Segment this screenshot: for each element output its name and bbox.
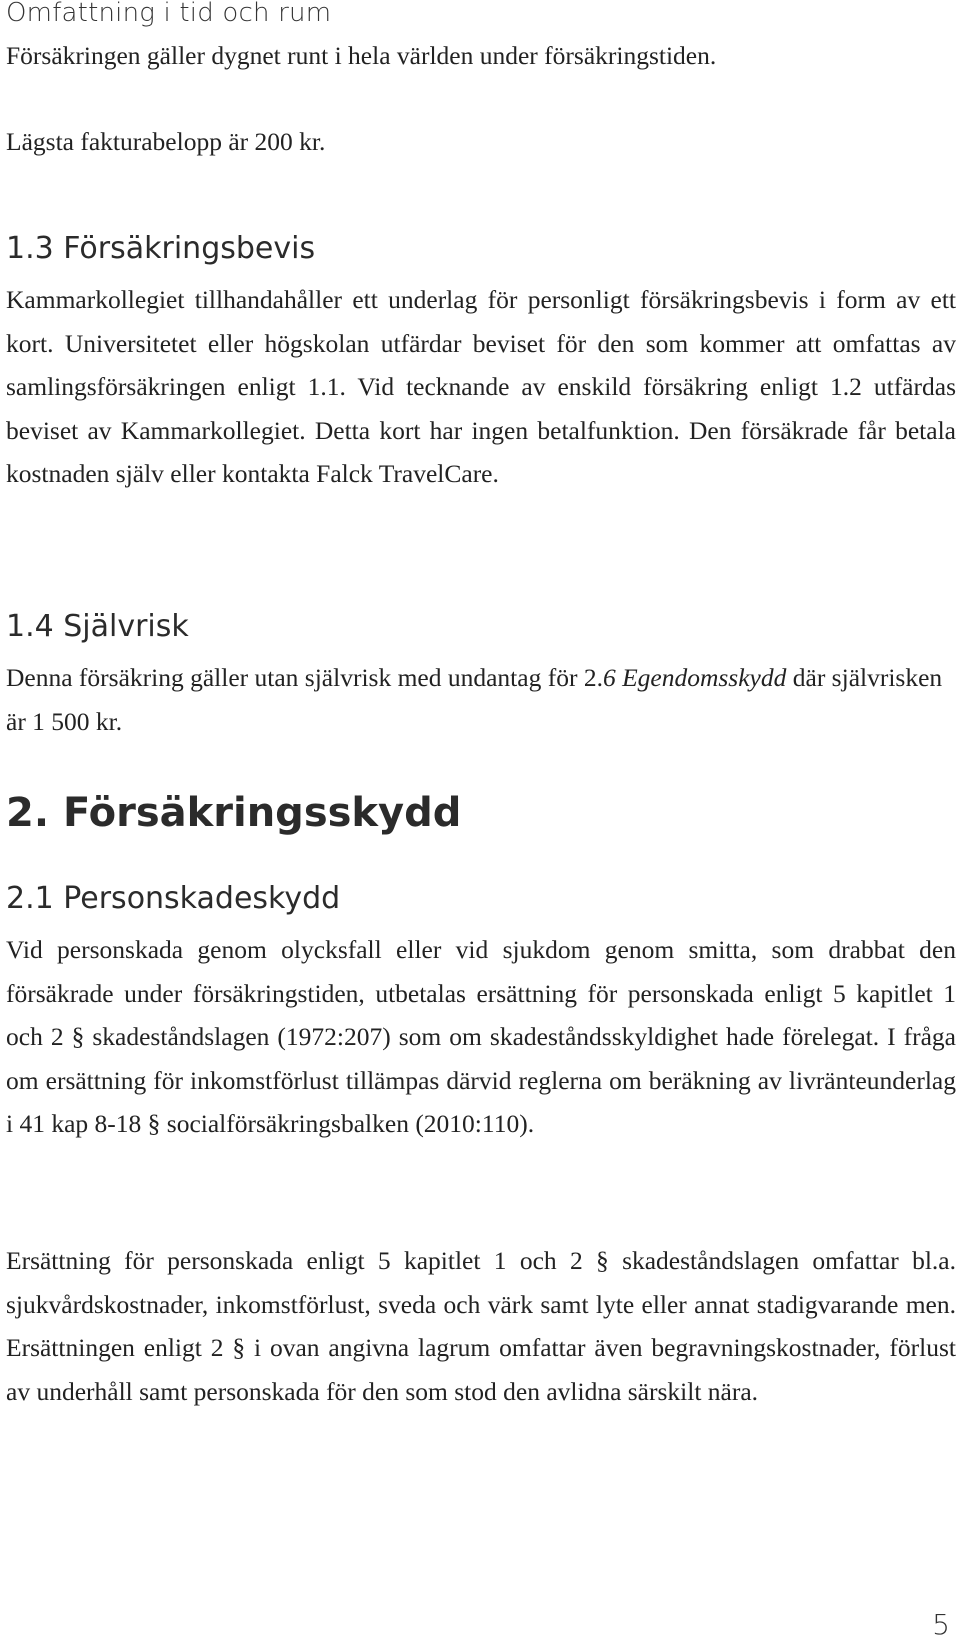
deductible-paragraph	[6, 656, 956, 743]
certificate-paragraph: Kammarkollegiet tillhandahåller ett underlag för personligt försäkringsbevis i form av ett kort. Universitetet eller högskolan utfärdar beviset för den som kommer att omfattas av samlingsförsäkringen enligt 1.1. Vid tecknande av enskild försäkring enligt 1.2 utfärdas beviset av Kammarkollegiet. Detta kort har ingen betalfunktion. Den försäkrade får betala kostnaden själv eller kontakta Falck TravelCare.	[6, 285, 956, 488]
scope-paragraph-1: Försäkringen gäller dygnet runt i hela världen under försäkringstiden.	[6, 41, 717, 70]
page-number: 5	[932, 1608, 950, 1641]
deductible-text-end: där självrisken är 1 500 kr.	[6, 663, 943, 736]
personal-injury-paragraph-1: Vid personskada genom olycksfall eller vid sjukdom genom smitta, som drabbat den försäkrade under försäkringstiden, utbetalas ersättning för personskada enligt 5 kapitlet 1 och 2 § skadeståndslagen (1972:207) som om skadeståndsskyldighet hade förelegat. I fråga om ersättning för inkomstförlust tillämpas därvid reglerna om beräkning av livränteunderlag i 41 kap 8-18 § socialförsäkringsbalken (2010:110).	[6, 935, 956, 1138]
coverage-heading: 2. Försäkringsskydd	[6, 790, 462, 836]
scope-heading: Omfattning i tid och rum	[6, 0, 332, 28]
certificate-heading: 1.3 Försäkringsbevis	[6, 231, 316, 266]
scope-paragraph-2: Lägsta fakturabelopp är 200 kr.	[6, 127, 326, 156]
deductible-reference: 6 Egendomsskydd	[602, 663, 787, 692]
deductible-text-start: Denna försäkring gäller utan självrisk med undantag för 2.	[6, 663, 603, 692]
personal-injury-heading: 2.1 Personskadeskydd	[6, 881, 341, 916]
deductible-heading: 1.4 Självrisk	[6, 609, 189, 644]
personal-injury-paragraph-2: Ersättning för personskada enligt 5 kapitlet 1 och 2 § skadeståndslagen omfattar bl.a. sjukvårdskostnader, inkomstförlust, sveda och värk samt lyte eller annat stadigvarande men. Ersättningen enligt 2 § i ovan angivna lagrum omfattar även begravningskostnader, förlust av underhåll samt personskada för den som stod den avlidna särskilt nära.	[6, 1246, 956, 1406]
